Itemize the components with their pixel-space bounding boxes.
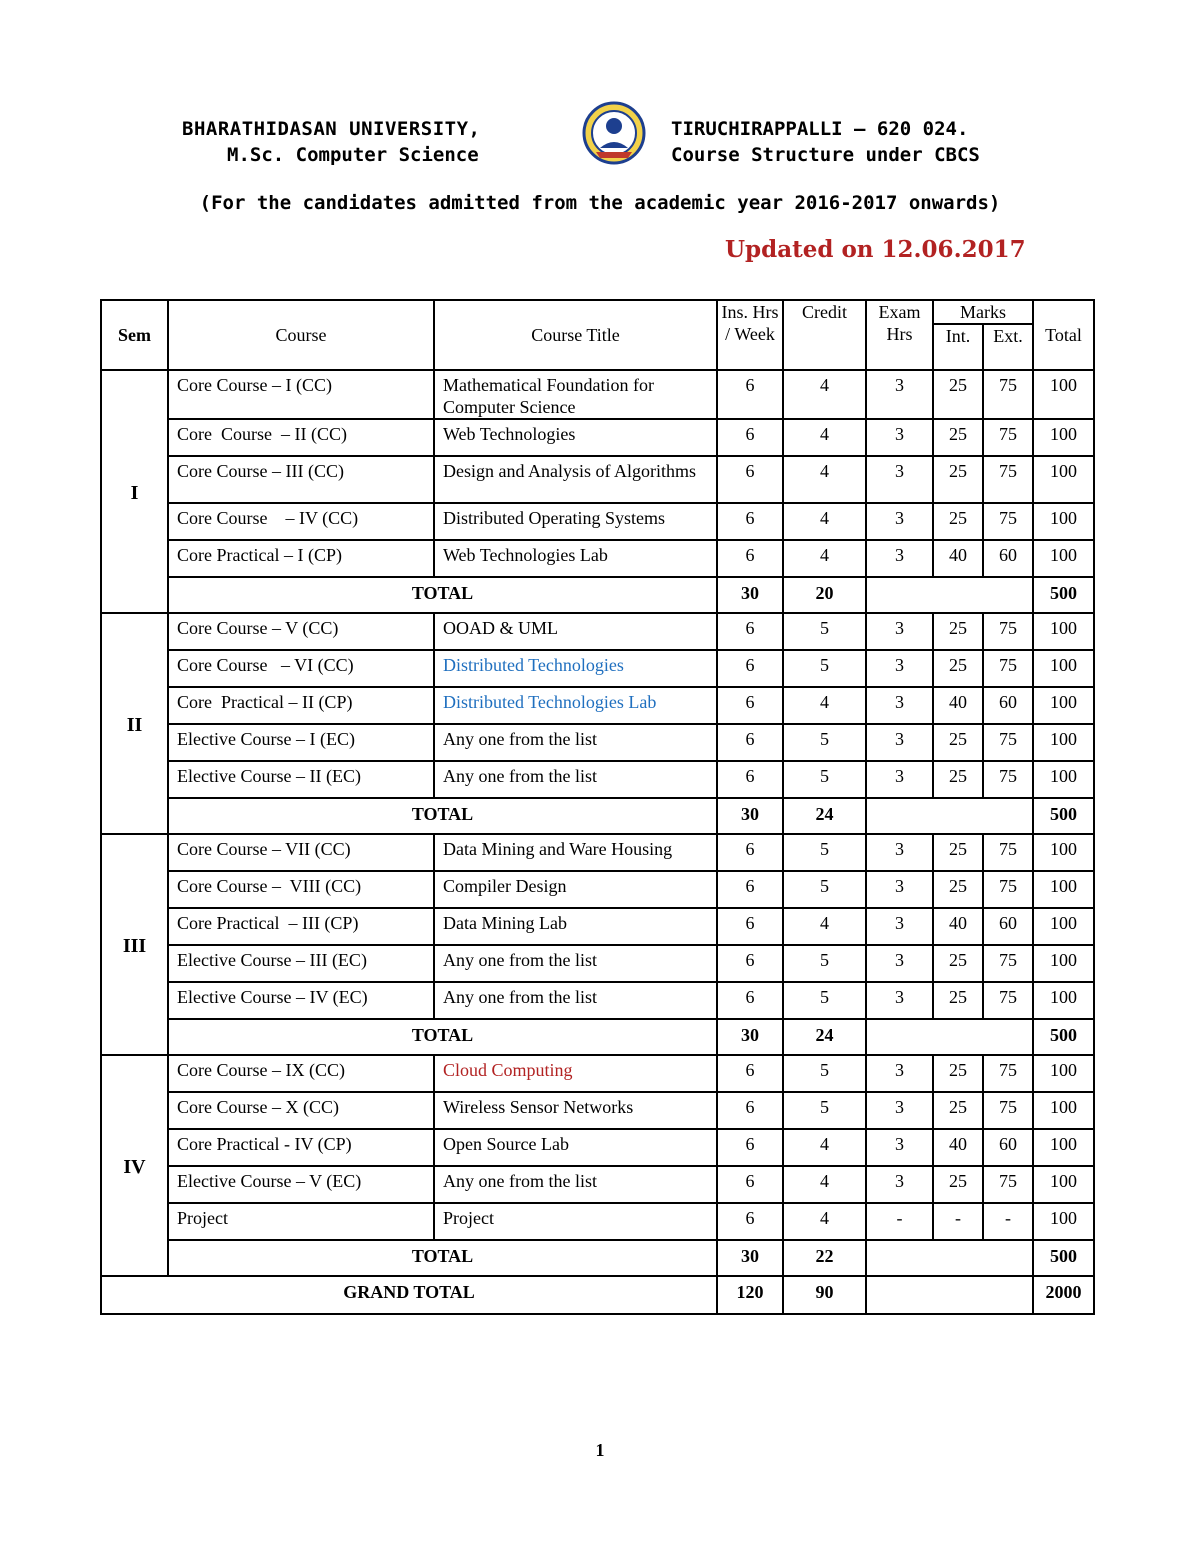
total-marks-cell: 100 xyxy=(1033,724,1094,761)
course-title-cell: Distributed Technologies xyxy=(434,650,717,687)
exam-hrs-cell: 3 xyxy=(866,1092,933,1129)
header-course-title: Course Title xyxy=(434,300,717,370)
total-marks-cell: 100 xyxy=(1033,540,1094,577)
ext-marks-cell: - xyxy=(983,1203,1033,1240)
semester-total-marks: 500 xyxy=(1033,577,1094,613)
header-sem: Sem xyxy=(101,300,168,370)
semester-total-credit: 20 xyxy=(783,577,866,613)
table-row xyxy=(101,1055,1094,1092)
ext-marks-cell: 75 xyxy=(983,1055,1033,1092)
int-marks-cell: 25 xyxy=(933,724,983,761)
ins-hrs-cell: 6 xyxy=(717,945,783,982)
ins-hrs-cell: 6 xyxy=(717,1092,783,1129)
ins-hrs-cell: 6 xyxy=(717,419,783,456)
semester-total-blank xyxy=(866,1019,1033,1055)
ins-hrs-cell: 6 xyxy=(717,834,783,871)
total-marks-cell: 100 xyxy=(1033,1055,1094,1092)
course-title-cell: Web Technologies Lab xyxy=(434,540,717,577)
ext-marks-cell: 75 xyxy=(983,613,1033,650)
semester-total-marks: 500 xyxy=(1033,1019,1094,1055)
course-title-cell: Open Source Lab xyxy=(434,1129,717,1166)
semester-label: IV xyxy=(101,1055,168,1276)
ins-hrs-cell: 6 xyxy=(717,503,783,540)
total-marks-cell: 100 xyxy=(1033,1166,1094,1203)
exam-hrs-cell: 3 xyxy=(866,871,933,908)
table-row xyxy=(101,687,1094,724)
credit-cell: 5 xyxy=(783,945,866,982)
credit-cell: 4 xyxy=(783,1166,866,1203)
semester-total-row xyxy=(101,798,1094,834)
exam-hrs-cell: 3 xyxy=(866,908,933,945)
total-marks-cell: 100 xyxy=(1033,761,1094,798)
table-row xyxy=(101,908,1094,945)
course-cell: Elective Course – IV (EC) xyxy=(168,982,434,1019)
int-marks-cell: 40 xyxy=(933,1129,983,1166)
semester-total-row xyxy=(101,1240,1094,1276)
ins-hrs-cell: 6 xyxy=(717,370,783,419)
table-row xyxy=(101,456,1094,503)
header-course: Course xyxy=(168,300,434,370)
ins-hrs-cell: 6 xyxy=(717,724,783,761)
exam-hrs-cell: 3 xyxy=(866,761,933,798)
int-marks-cell: 25 xyxy=(933,982,983,1019)
semester-total-label: TOTAL xyxy=(168,577,717,613)
exam-hrs-cell: 3 xyxy=(866,540,933,577)
course-title-cell: Compiler Design xyxy=(434,871,717,908)
course-title-cell: Cloud Computing xyxy=(434,1055,717,1092)
ins-hrs-cell: 6 xyxy=(717,1203,783,1240)
semester-total-label: TOTAL xyxy=(168,798,717,834)
ins-hrs-cell: 6 xyxy=(717,761,783,798)
int-marks-cell: 25 xyxy=(933,370,983,419)
int-marks-cell: 25 xyxy=(933,503,983,540)
ext-marks-cell: 75 xyxy=(983,370,1033,419)
course-title-cell: Distributed Technologies Lab xyxy=(434,687,717,724)
course-cell: Core Practical – I (CP) xyxy=(168,540,434,577)
semester-label: III xyxy=(101,834,168,1055)
semester-total-hrs: 30 xyxy=(717,798,783,834)
course-cell: Core Course – X (CC) xyxy=(168,1092,434,1129)
credit-cell: 4 xyxy=(783,419,866,456)
exam-hrs-cell: 3 xyxy=(866,1166,933,1203)
ext-marks-cell: 75 xyxy=(983,650,1033,687)
table-row xyxy=(101,871,1094,908)
int-marks-cell: 25 xyxy=(933,1092,983,1129)
credit-cell: 5 xyxy=(783,1055,866,1092)
course-cell: Core Course – IV (CC) xyxy=(168,503,434,540)
ins-hrs-cell: 6 xyxy=(717,982,783,1019)
total-marks-cell: 100 xyxy=(1033,1092,1094,1129)
course-cell: Core Course – VIII (CC) xyxy=(168,871,434,908)
semester-total-hrs: 30 xyxy=(717,577,783,613)
table-row xyxy=(101,650,1094,687)
int-marks-cell: 25 xyxy=(933,1055,983,1092)
ins-hrs-cell: 6 xyxy=(717,456,783,503)
course-cell: Elective Course – V (EC) xyxy=(168,1166,434,1203)
credit-cell: 4 xyxy=(783,1203,866,1240)
exam-hrs-cell: 3 xyxy=(866,982,933,1019)
total-marks-cell: 100 xyxy=(1033,613,1094,650)
int-marks-cell: 25 xyxy=(933,945,983,982)
header-ext: Ext. xyxy=(983,324,1033,370)
ext-marks-cell: 75 xyxy=(983,982,1033,1019)
semester-label: I xyxy=(101,370,168,613)
table-row xyxy=(101,834,1094,871)
credit-cell: 4 xyxy=(783,503,866,540)
course-title-cell: Data Mining Lab xyxy=(434,908,717,945)
course-title-cell: Any one from the list xyxy=(434,945,717,982)
course-title-cell: Any one from the list xyxy=(434,761,717,798)
semester-total-marks: 500 xyxy=(1033,798,1094,834)
table-row xyxy=(101,1203,1094,1240)
credit-cell: 5 xyxy=(783,871,866,908)
int-marks-cell: 25 xyxy=(933,613,983,650)
course-title-cell: Any one from the list xyxy=(434,1166,717,1203)
semester-total-label: TOTAL xyxy=(168,1240,717,1276)
course-title-cell: Any one from the list xyxy=(434,724,717,761)
ext-marks-cell: 75 xyxy=(983,871,1033,908)
int-marks-cell: 25 xyxy=(933,761,983,798)
credit-cell: 5 xyxy=(783,724,866,761)
ext-marks-cell: 60 xyxy=(983,1129,1033,1166)
updated-date: Updated on 12.06.2017 xyxy=(725,236,1026,263)
credit-cell: 4 xyxy=(783,687,866,724)
semester-total-marks: 500 xyxy=(1033,1240,1094,1276)
course-title-cell: Mathematical Foundation for Computer Science xyxy=(434,370,717,419)
header-exam-hrs: Exam Hrs xyxy=(866,300,933,370)
ext-marks-cell: 75 xyxy=(983,761,1033,798)
semester-total-blank xyxy=(866,798,1033,834)
grand-total-marks: 2000 xyxy=(1033,1276,1094,1314)
ext-marks-cell: 75 xyxy=(983,419,1033,456)
course-structure-label: Course Structure under CBCS xyxy=(671,144,980,166)
exam-hrs-cell: - xyxy=(866,1203,933,1240)
grand-total-credit: 90 xyxy=(783,1276,866,1314)
ins-hrs-cell: 6 xyxy=(717,540,783,577)
ins-hrs-cell: 6 xyxy=(717,687,783,724)
total-marks-cell: 100 xyxy=(1033,687,1094,724)
ins-hrs-cell: 6 xyxy=(717,1129,783,1166)
table-row xyxy=(101,540,1094,577)
total-marks-cell: 100 xyxy=(1033,650,1094,687)
course-cell: Core Course – VI (CC) xyxy=(168,650,434,687)
ext-marks-cell: 75 xyxy=(983,945,1033,982)
header-ins-hrs: Ins. Hrs / Week xyxy=(717,300,783,370)
course-title-cell: Any one from the list xyxy=(434,982,717,1019)
semester-total-row xyxy=(101,1019,1094,1055)
total-marks-cell: 100 xyxy=(1033,370,1094,419)
semester-label: II xyxy=(101,613,168,834)
course-title-cell: Wireless Sensor Networks xyxy=(434,1092,717,1129)
credit-cell: 5 xyxy=(783,613,866,650)
course-title-cell: Project xyxy=(434,1203,717,1240)
total-marks-cell: 100 xyxy=(1033,1203,1094,1240)
int-marks-cell: - xyxy=(933,1203,983,1240)
course-cell: Core Practical – III (CP) xyxy=(168,908,434,945)
grand-total-row xyxy=(101,1276,1094,1314)
table-row xyxy=(101,945,1094,982)
table-row xyxy=(101,503,1094,540)
course-title-cell: Distributed Operating Systems xyxy=(434,503,717,540)
course-cell: Project xyxy=(168,1203,434,1240)
course-title-cell: Design and Analysis of Algorithms xyxy=(434,456,717,503)
table-row xyxy=(101,1166,1094,1203)
ext-marks-cell: 75 xyxy=(983,834,1033,871)
exam-hrs-cell: 3 xyxy=(866,370,933,419)
credit-cell: 4 xyxy=(783,370,866,419)
int-marks-cell: 25 xyxy=(933,419,983,456)
credit-cell: 5 xyxy=(783,761,866,798)
semester-total-label: TOTAL xyxy=(168,1019,717,1055)
total-marks-cell: 100 xyxy=(1033,456,1094,503)
grand-total-blank xyxy=(866,1276,1033,1314)
ins-hrs-cell: 6 xyxy=(717,871,783,908)
total-marks-cell: 100 xyxy=(1033,908,1094,945)
exam-hrs-cell: 3 xyxy=(866,1055,933,1092)
course-cell: Core Course – II (CC) xyxy=(168,419,434,456)
exam-hrs-cell: 3 xyxy=(866,834,933,871)
university-city: TIRUCHIRAPPALLI – 620 024. xyxy=(671,118,969,140)
university-emblem-icon xyxy=(578,100,650,166)
exam-hrs-cell: 3 xyxy=(866,945,933,982)
ins-hrs-cell: 6 xyxy=(717,908,783,945)
grand-total-label: GRAND TOTAL xyxy=(101,1276,717,1314)
header-total: Total xyxy=(1033,300,1094,370)
semester-total-credit: 24 xyxy=(783,1019,866,1055)
table-row xyxy=(101,613,1094,650)
course-title-cell: Web Technologies xyxy=(434,419,717,456)
course-cell: Elective Course – II (EC) xyxy=(168,761,434,798)
header-int: Int. xyxy=(933,324,983,370)
int-marks-cell: 40 xyxy=(933,908,983,945)
total-marks-cell: 100 xyxy=(1033,1129,1094,1166)
course-cell: Core Course – IX (CC) xyxy=(168,1055,434,1092)
ext-marks-cell: 75 xyxy=(983,1092,1033,1129)
exam-hrs-cell: 3 xyxy=(866,724,933,761)
credit-cell: 5 xyxy=(783,834,866,871)
semester-total-hrs: 30 xyxy=(717,1019,783,1055)
ins-hrs-cell: 6 xyxy=(717,1166,783,1203)
int-marks-cell: 25 xyxy=(933,456,983,503)
credit-cell: 5 xyxy=(783,982,866,1019)
int-marks-cell: 25 xyxy=(933,871,983,908)
total-marks-cell: 100 xyxy=(1033,871,1094,908)
ext-marks-cell: 60 xyxy=(983,687,1033,724)
int-marks-cell: 25 xyxy=(933,650,983,687)
exam-hrs-cell: 3 xyxy=(866,456,933,503)
exam-hrs-cell: 3 xyxy=(866,687,933,724)
table-row xyxy=(101,982,1094,1019)
course-cell: Core Course – III (CC) xyxy=(168,456,434,503)
int-marks-cell: 25 xyxy=(933,834,983,871)
course-cell: Elective Course – III (EC) xyxy=(168,945,434,982)
course-cell: Core Practical - IV (CP) xyxy=(168,1129,434,1166)
header-credit: Credit xyxy=(783,300,866,370)
table-row xyxy=(101,370,1094,419)
int-marks-cell: 40 xyxy=(933,687,983,724)
exam-hrs-cell: 3 xyxy=(866,503,933,540)
course-cell: Core Practical – II (CP) xyxy=(168,687,434,724)
exam-hrs-cell: 3 xyxy=(866,1129,933,1166)
header-marks: Marks xyxy=(933,300,1033,324)
page-number: 1 xyxy=(595,1440,605,1460)
table-row xyxy=(101,1092,1094,1129)
total-marks-cell: 100 xyxy=(1033,419,1094,456)
credit-cell: 5 xyxy=(783,650,866,687)
semester-total-row xyxy=(101,577,1094,613)
table-header-row xyxy=(101,300,1094,324)
total-marks-cell: 100 xyxy=(1033,945,1094,982)
admission-note: (For the candidates admitted from the academic year 2016-2017 onwards) xyxy=(199,192,1001,214)
ext-marks-cell: 75 xyxy=(983,503,1033,540)
credit-cell: 5 xyxy=(783,1092,866,1129)
ins-hrs-cell: 6 xyxy=(717,650,783,687)
credit-cell: 4 xyxy=(783,456,866,503)
total-marks-cell: 100 xyxy=(1033,503,1094,540)
total-marks-cell: 100 xyxy=(1033,834,1094,871)
course-title-cell: Data Mining and Ware Housing xyxy=(434,834,717,871)
ext-marks-cell: 60 xyxy=(983,540,1033,577)
ext-marks-cell: 75 xyxy=(983,1166,1033,1203)
table-row xyxy=(101,761,1094,798)
course-title-cell: OOAD & UML xyxy=(434,613,717,650)
course-cell: Elective Course – I (EC) xyxy=(168,724,434,761)
ext-marks-cell: 60 xyxy=(983,908,1033,945)
course-structure-table xyxy=(100,299,1095,1315)
grand-total-hrs: 120 xyxy=(717,1276,783,1314)
exam-hrs-cell: 3 xyxy=(866,419,933,456)
credit-cell: 4 xyxy=(783,540,866,577)
exam-hrs-cell: 3 xyxy=(866,650,933,687)
ext-marks-cell: 75 xyxy=(983,456,1033,503)
semester-total-credit: 24 xyxy=(783,798,866,834)
ext-marks-cell: 75 xyxy=(983,724,1033,761)
course-cell: Core Course – VII (CC) xyxy=(168,834,434,871)
programme-name: M.Sc. Computer Science xyxy=(227,144,479,166)
ins-hrs-cell: 6 xyxy=(717,1055,783,1092)
semester-total-blank xyxy=(866,577,1033,613)
credit-cell: 4 xyxy=(783,908,866,945)
total-marks-cell: 100 xyxy=(1033,982,1094,1019)
int-marks-cell: 25 xyxy=(933,1166,983,1203)
credit-cell: 4 xyxy=(783,1129,866,1166)
table-row xyxy=(101,1129,1094,1166)
course-cell: Core Course – I (CC) xyxy=(168,370,434,419)
table-row xyxy=(101,724,1094,761)
university-name: BHARATHIDASAN UNIVERSITY, xyxy=(182,118,481,140)
ins-hrs-cell: 6 xyxy=(717,613,783,650)
semester-total-credit: 22 xyxy=(783,1240,866,1276)
exam-hrs-cell: 3 xyxy=(866,613,933,650)
int-marks-cell: 40 xyxy=(933,540,983,577)
table-row xyxy=(101,419,1094,456)
course-cell: Core Course – V (CC) xyxy=(168,613,434,650)
semester-total-blank xyxy=(866,1240,1033,1276)
semester-total-hrs: 30 xyxy=(717,1240,783,1276)
